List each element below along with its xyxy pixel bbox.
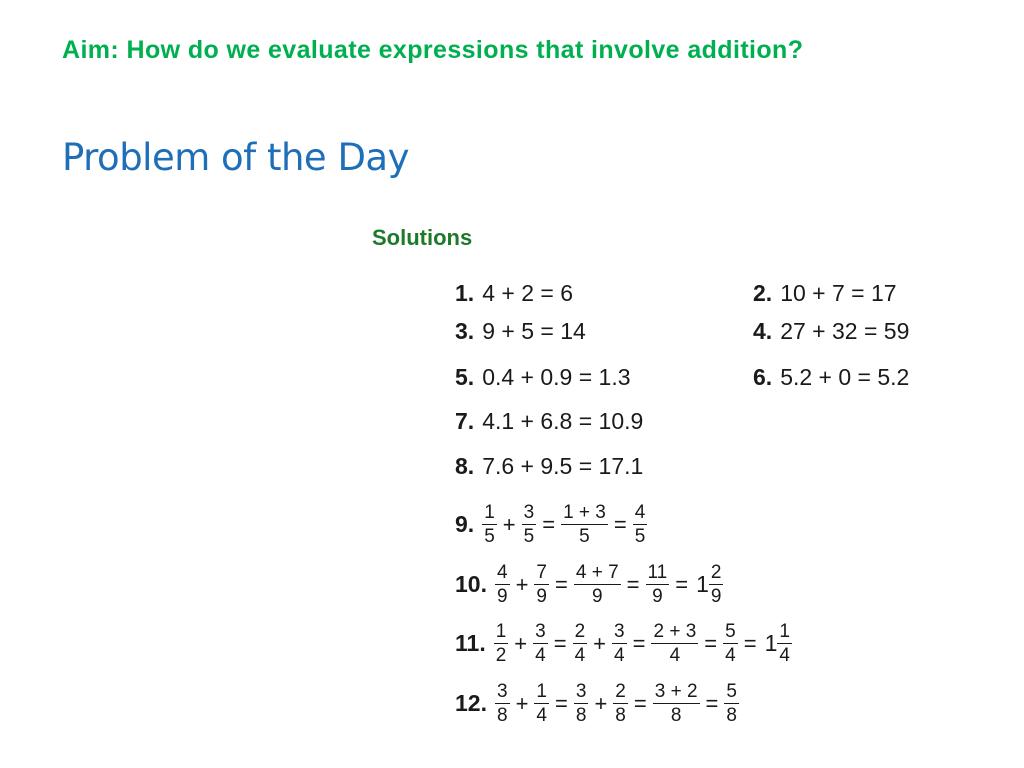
problem-8 <box>455 455 643 478</box>
operator: + <box>593 630 607 656</box>
denominator: 4 <box>536 705 547 726</box>
fraction <box>574 682 589 725</box>
denominator: 4 <box>614 645 625 666</box>
fraction <box>534 563 549 606</box>
numerator: 1 <box>495 621 507 642</box>
fraction <box>495 563 510 606</box>
operator: = <box>705 690 719 716</box>
denominator: 8 <box>670 705 682 726</box>
problem-equation: 7.6 + 9.5 = 17.1 <box>482 453 644 479</box>
denominator: 9 <box>710 586 722 607</box>
fraction <box>651 622 698 665</box>
fraction <box>633 503 648 546</box>
numerator: 1 <box>536 681 547 702</box>
numerator: 2 + 3 <box>653 621 697 642</box>
operator: + <box>515 690 529 716</box>
numerator: 2 <box>574 621 586 642</box>
fraction <box>723 622 738 665</box>
problem-5 <box>455 366 631 389</box>
problem-number: 7. <box>455 408 475 434</box>
operator: + <box>594 690 608 716</box>
denominator: 8 <box>496 705 508 726</box>
problem-7 <box>455 410 643 433</box>
denominator: 5 <box>634 526 646 547</box>
problem-equation: 27 + 32 = 59 <box>780 318 910 344</box>
problem-equation: 4.1 + 6.8 = 10.9 <box>482 408 644 434</box>
fraction <box>522 503 537 546</box>
numerator: 5 <box>726 681 737 702</box>
numerator: 5 <box>725 621 736 642</box>
operator: = <box>553 630 567 656</box>
whole-number: 1 <box>764 630 778 656</box>
problem-number: 12. <box>455 690 487 716</box>
fraction <box>709 563 724 606</box>
operator: = <box>555 690 568 716</box>
problem-equation: 9 + 5 = 14 <box>482 318 586 344</box>
problem-12 <box>455 682 739 725</box>
denominator: 9 <box>591 586 603 607</box>
problem-number: 8. <box>455 453 475 479</box>
problem-equation: 10 + 7 = 17 <box>780 280 897 306</box>
operator: + <box>514 630 528 656</box>
problem-number: 4. <box>753 318 773 344</box>
numerator: 1 + 3 <box>563 502 606 523</box>
problem-11 <box>455 622 792 665</box>
operator: = <box>613 511 627 537</box>
numerator: 7 <box>536 562 547 583</box>
denominator: 4 <box>535 645 546 666</box>
aim-heading: Aim: How do we evaluate expressions that involve addition? <box>62 36 804 64</box>
fraction <box>482 503 497 546</box>
fraction <box>533 622 548 665</box>
problem-number: 5. <box>455 364 475 390</box>
denominator: 8 <box>615 705 626 726</box>
denominator: 4 <box>725 645 736 666</box>
problem-1 <box>455 282 573 305</box>
operator: = <box>632 630 646 656</box>
problem-6 <box>753 366 909 389</box>
problem-2 <box>753 282 897 305</box>
problem-number: 11. <box>455 630 486 656</box>
denominator: 5 <box>579 526 590 547</box>
fraction <box>612 622 627 665</box>
numerator: 3 + 2 <box>654 681 698 702</box>
numerator: 4 <box>496 562 508 583</box>
operator: + <box>502 511 516 537</box>
problem-equation: 4 + 2 = 6 <box>482 280 573 306</box>
problem-number: 9. <box>455 511 475 537</box>
numerator: 3 <box>496 681 508 702</box>
page-title: Problem of the Day <box>62 136 409 179</box>
denominator: 4 <box>779 645 790 666</box>
problem-number: 6. <box>753 364 773 390</box>
numerator: 3 <box>523 502 535 523</box>
operator: = <box>743 630 757 656</box>
fraction <box>724 682 739 725</box>
fraction <box>653 682 700 725</box>
denominator: 9 <box>652 586 663 607</box>
solutions-label: Solutions <box>372 225 473 250</box>
problem-equation: 0.4 + 0.9 = 1.3 <box>482 364 631 390</box>
numerator: 4 <box>634 502 646 523</box>
numerator: 2 <box>710 562 722 583</box>
problem-9 <box>455 503 647 546</box>
operator: = <box>626 571 640 597</box>
fraction <box>574 563 621 606</box>
operator: = <box>542 511 556 537</box>
problem-number: 10. <box>455 571 487 597</box>
denominator: 9 <box>536 586 547 607</box>
numerator: 4 + 7 <box>575 562 619 583</box>
denominator: 8 <box>575 705 587 726</box>
denominator: 4 <box>574 645 586 666</box>
numerator: 3 <box>614 621 625 642</box>
fraction <box>613 682 628 725</box>
denominator: 5 <box>523 526 535 547</box>
fraction <box>777 622 792 665</box>
denominator: 9 <box>496 586 508 607</box>
numerator: 11 <box>647 562 668 583</box>
problem-equation: 5.2 + 0 = 5.2 <box>780 364 910 390</box>
numerator: 3 <box>575 681 587 702</box>
numerator: 3 <box>535 621 546 642</box>
problem-10 <box>455 563 723 606</box>
problem-number: 3. <box>455 318 475 344</box>
fraction <box>573 622 588 665</box>
fraction <box>646 563 670 606</box>
fraction <box>561 503 608 546</box>
operator: = <box>704 630 718 656</box>
numerator: 1 <box>484 502 495 523</box>
denominator: 4 <box>669 645 681 666</box>
fraction <box>534 682 549 725</box>
operator: = <box>675 571 689 597</box>
denominator: 8 <box>726 705 737 726</box>
denominator: 5 <box>484 526 495 547</box>
problem-number: 1. <box>455 280 475 306</box>
whole-number: 1 <box>696 571 709 597</box>
denominator: 2 <box>495 645 507 666</box>
problem-3 <box>455 320 586 343</box>
fraction <box>495 682 510 725</box>
numerator: 2 <box>615 681 626 702</box>
problem-4 <box>753 320 909 343</box>
operator: = <box>555 571 568 597</box>
fraction <box>494 622 509 665</box>
operator: = <box>633 690 647 716</box>
problem-number: 2. <box>753 280 773 306</box>
numerator: 1 <box>779 621 790 642</box>
operator: + <box>515 571 529 597</box>
